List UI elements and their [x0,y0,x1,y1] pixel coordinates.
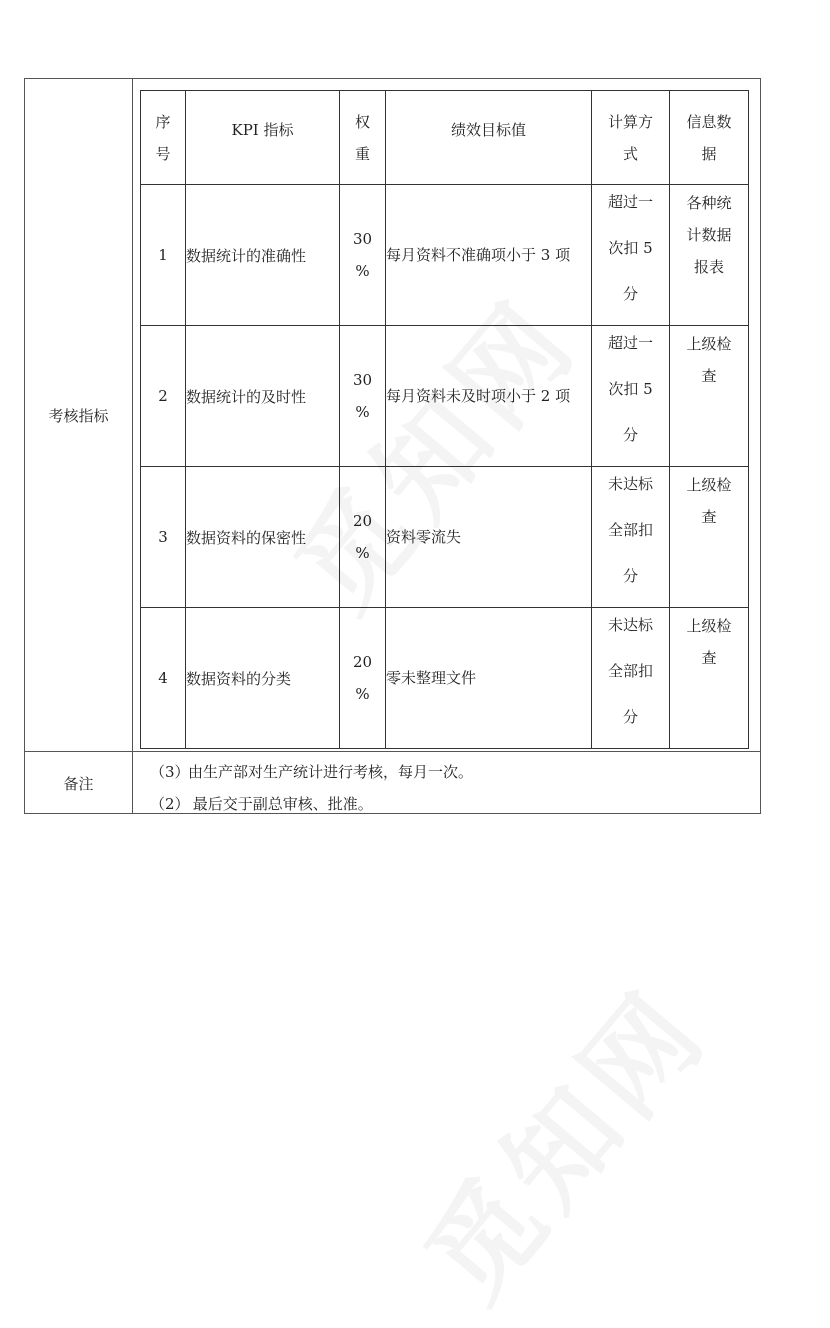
calc-line: 分 [622,567,638,585]
row-data-source [670,326,749,467]
note-number: （3） [150,763,190,781]
row-seq: 3 [141,467,186,608]
weight-unit: % [355,262,370,280]
data-source-line: 计数据 [686,226,732,244]
row-data-source [670,185,749,326]
header-seq-line: 号 [155,144,171,163]
header-target: 绩效目标值 [386,91,592,185]
header-calc-line: 计算方 [607,112,653,131]
calc-line: 全部扣 [607,662,653,680]
watermark [384,950,736,1327]
row-target: 每月资料未及时项小于 2 项 [386,326,592,467]
data-source-line: 报表 [693,258,724,276]
calc-line: 超过一 [607,193,653,211]
table-row [141,326,749,467]
note-item [150,788,473,820]
data-source-line: 查 [701,649,717,667]
table-header-row [141,91,749,185]
row-weight [340,185,386,326]
row-metric: 数据资料的保密性 [186,467,340,608]
data-source-line: 查 [701,508,717,526]
data-source-line: 各种统 [686,194,732,212]
row-data-source [670,467,749,608]
kpi-table [140,90,749,749]
header-weight-line: 重 [354,144,370,163]
calc-line: 未达标 [607,616,653,634]
row-calc [592,467,670,608]
calc-line: 全部扣 [607,521,653,539]
row-target: 资料零流失 [386,467,592,608]
row-calc [592,326,670,467]
row-calc [592,608,670,749]
notes-list [150,756,473,820]
weight-value: 30 [352,230,373,248]
row-target: 零未整理文件 [386,608,592,749]
weight-value: 20 [352,653,373,671]
weight-value: 30 [352,371,373,389]
weight-unit: % [355,685,370,703]
calc-line: 分 [622,708,638,726]
row-seq: 1 [141,185,186,326]
calc-line: 次扣 5 [608,380,653,398]
data-source-line: 查 [701,367,717,385]
row-weight [340,467,386,608]
calc-line: 分 [622,426,638,444]
weight-value: 20 [352,512,373,530]
note-text: 最后交于副总审核、批准。 [188,795,373,813]
calc-line: 超过一 [607,334,653,352]
row-weight [340,326,386,467]
table-row [141,467,749,608]
header-weight-line: 权 [354,112,370,131]
header-seq-line: 序 [155,112,171,131]
header-data-source-line: 信息数 [686,112,732,131]
row-seq: 2 [141,326,186,467]
note-text: 由生产部对生产统计进行考核，每月一次。 [188,763,474,781]
row-metric: 数据统计的及时性 [186,326,340,467]
header-calc-line: 式 [622,144,638,163]
table-row [141,608,749,749]
kpi-section-label: 考核指标 [48,406,109,425]
note-item [150,756,473,788]
notes-section-label: 备注 [63,774,94,793]
row-divider [25,751,760,752]
header-metric: KPI 指标 [186,91,340,185]
calc-line: 分 [622,285,638,303]
row-metric: 数据统计的准确性 [186,185,340,326]
data-source-line: 上级检 [686,617,732,635]
data-source-line: 上级检 [686,476,732,494]
row-metric: 数据资料的分类 [186,608,340,749]
row-seq: 4 [141,608,186,749]
row-target: 每月资料不准确项小于 3 项 [386,185,592,326]
header-weight [340,91,386,185]
column-divider [132,79,133,813]
row-calc [592,185,670,326]
weight-unit: % [355,403,370,421]
header-seq [141,91,186,185]
row-data-source [670,608,749,749]
header-data-source [670,91,749,185]
calc-line: 次扣 5 [608,239,653,257]
row-weight [340,608,386,749]
note-number: （2） [150,795,190,813]
calc-line: 未达标 [607,475,653,493]
data-source-line: 上级检 [686,335,732,353]
table-row [141,185,749,326]
header-calc [592,91,670,185]
weight-unit: % [355,544,370,562]
header-data-source-line: 据 [701,144,717,163]
